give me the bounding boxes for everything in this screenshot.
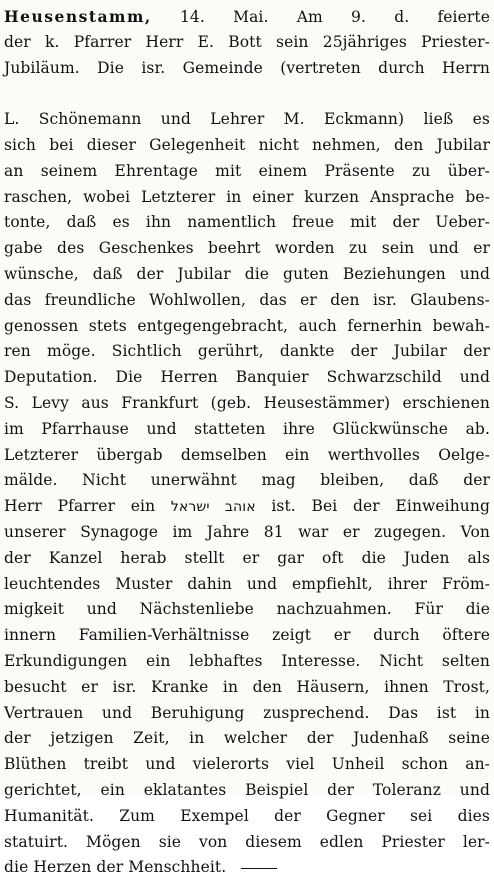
- text-line: [4, 4, 490, 30]
- text-line: [4, 494, 490, 520]
- text-line: innern Familien-Verhältnisse zeigt er durch öftere: [4, 626, 490, 645]
- text-line: Humanität. Zum Exempel der Gegner sei dies: [4, 806, 490, 825]
- text-line: Letzterer übergab demselben ein werthvolles Oelge-: [4, 445, 490, 464]
- text-line: unserer Synagoge im Jahre 81 war er zugegen. Von: [4, 522, 490, 541]
- text-line: L. Schönemann und Lehrer M. Eckmann) ließ es: [4, 110, 490, 129]
- article-body: [4, 4, 490, 881]
- text-line: migkeit und Nächstenliebe nachzuahmen. Für die: [4, 600, 490, 619]
- text-segment: 14. Mai. Am 9. d. feierte: [179, 8, 490, 26]
- text-segment: Herr Pfarrer ein: [4, 497, 156, 516]
- hebrew-phrase: אוהב ישראל: [170, 499, 256, 516]
- text-line: Jubiläum. Die isr. Gemeinde (vertreten durch Herrn: [4, 58, 490, 77]
- text-line: wünsche, daß der Jubilar die guten Beziehungen und: [4, 264, 490, 283]
- end-rule: [241, 868, 277, 869]
- text-segment: ist. Bei der Einweihung: [271, 497, 490, 516]
- dateline-place: Heusenstamm,: [4, 7, 152, 26]
- text-line: das freundliche Wohlwollen, das er den isr. Glaubens-: [4, 290, 490, 309]
- text-segment: die Herzen der Menschheit.: [4, 858, 227, 877]
- text-line: im Pfarrhause und statteten ihre Glückwünsche ab.: [4, 419, 490, 438]
- text-line: [4, 855, 490, 881]
- text-line: besucht er isr. Kranke in den Häusern, ihnen Trost,: [4, 677, 490, 696]
- text-line: S. Levy aus Frankfurt (geb. Heusestämmer) erschienen: [4, 393, 490, 412]
- text-line: mälde. Nicht unerwähnt mag bleiben, daß der: [4, 471, 490, 490]
- text-line: der Kanzel herab stellt er gar oft die Juden als: [4, 548, 490, 567]
- text-line: statuirt. Mögen sie von diesem edlen Priester ler-: [4, 832, 490, 851]
- text-line: genossen stets entgegengebracht, auch fernerhin bewah-: [4, 316, 490, 335]
- text-line: leuchtendes Muster dahin und empfiehlt, ihrer Fröm-: [4, 574, 490, 593]
- text-line: raschen, wobei Letzterer in einer kurzen Ansprache be-: [4, 187, 490, 206]
- text-line: Deputation. Die Herren Banquier Schwarzschild und: [4, 368, 490, 387]
- text-line: an seinem Ehrentage mit einem Präsente zu über-: [4, 161, 490, 180]
- text-line: gabe des Geschenkes beehrt worden zu sein und er: [4, 239, 490, 258]
- text-line: tonte, daß es ihn namentlich freue mit der Ueber-: [4, 213, 490, 232]
- text-line: ren möge. Sichtlich gerührt, dankte der Jubilar der: [4, 342, 490, 361]
- text-line: Erkundigungen ein lebhaftes Interesse. Nicht selten: [4, 651, 490, 670]
- text-line: Blüthen treibt und vielerorts viel Unheil schon an-: [4, 755, 490, 774]
- text-line: gerichtet, ein eklatantes Beispiel der Toleranz und: [4, 780, 490, 799]
- text-line: Vertrauen und Beruhigung zusprechend. Das ist in: [4, 703, 490, 722]
- text-line: der k. Pfarrer Herr E. Bott sein 25jähriges Priester-: [4, 32, 490, 51]
- paragraph-gap: [4, 81, 490, 107]
- text-line: der jetzigen Zeit, in welcher der Judenhaß seine: [4, 729, 490, 748]
- text-line: sich bei dieser Gelegenheit nicht nehmen, den Jubilar: [4, 135, 490, 154]
